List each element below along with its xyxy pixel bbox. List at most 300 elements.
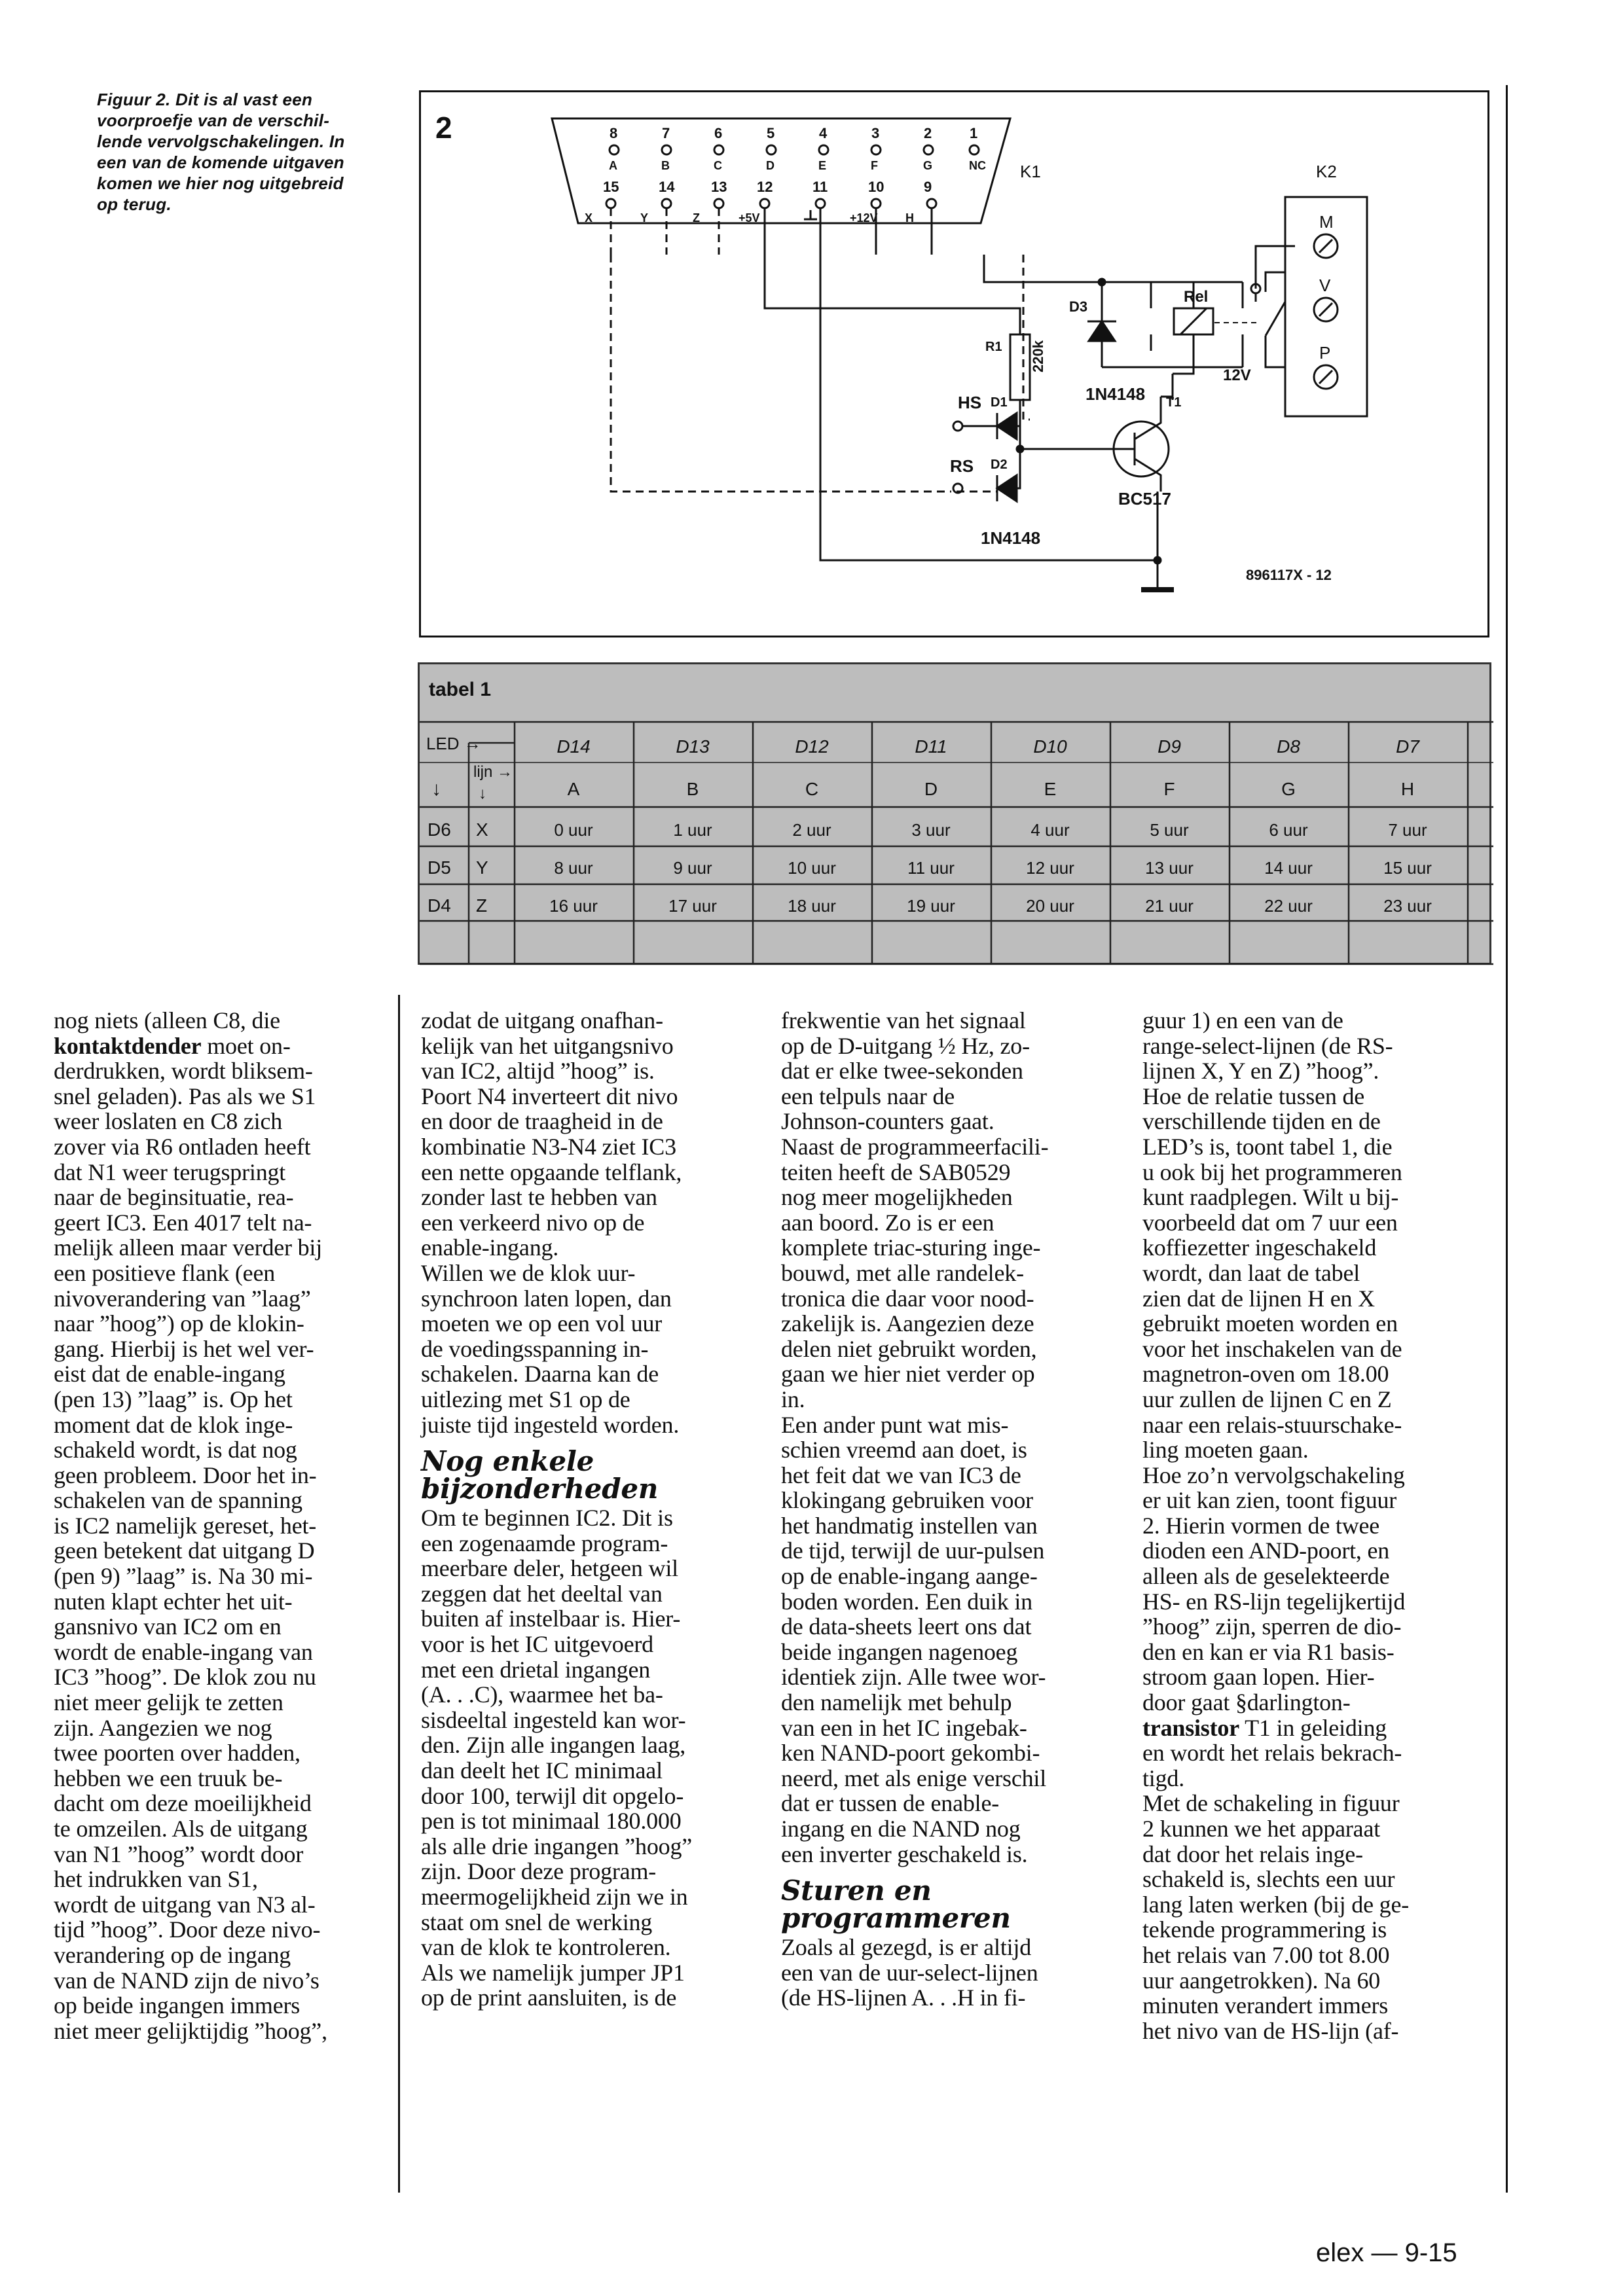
text-line: het relais van 7.00 tot 8.00 (1142, 1941, 1390, 1968)
text-line: Johnson-counters gaat. (781, 1108, 994, 1135)
text-line: moeten we op een vol uur (421, 1310, 663, 1337)
text-line: minuten verandert immers (1142, 1992, 1389, 2019)
text-line: hebben we een truuk be- (54, 1765, 283, 1791)
table-lijn-arrow: ↓ (479, 785, 486, 802)
svg-text:3: 3 (871, 125, 880, 141)
text-line: dat er tussen de enable- (781, 1790, 1000, 1817)
k1-pin-1 (969, 125, 986, 172)
text-line: wordt, dan laat de tabel (1142, 1259, 1360, 1286)
table-col-lijn: A (567, 779, 580, 799)
r1-resistor (1010, 334, 1030, 400)
text-line: gebruikt moeten worden en (1142, 1310, 1398, 1337)
k1-pin-7 (661, 125, 671, 172)
text-line: den namelijk met behulp (781, 1689, 1012, 1716)
table-col-lijn: G (1281, 779, 1296, 799)
text-line: in. (781, 1386, 805, 1412)
text-line: Naast de programmeerfacili- (781, 1133, 1049, 1160)
text-line: een verkeerd nivo op de (421, 1209, 645, 1236)
k1-pin-12 (739, 179, 773, 255)
relay-label: Rel (1184, 288, 1209, 306)
text-line: en door de traagheid in de (421, 1108, 663, 1135)
k1-pin-4 (818, 125, 828, 172)
text-line: een nette opgaande telflank, (421, 1158, 682, 1185)
r1-label: R1 (985, 340, 1002, 354)
svg-text:14: 14 (659, 179, 675, 195)
caption-line: komen we hier nog uitgebreid (97, 173, 344, 193)
text-line: nog niets (alleen C8, die (54, 1007, 280, 1033)
text-line: staat om snel de werking (421, 1909, 653, 1935)
text-line: klokingang gebruiken voor (781, 1487, 1033, 1514)
text-line: kelijk van het uitgangsnivo (421, 1032, 674, 1059)
text-line: naar ”hoog”) op de klokin- (54, 1310, 304, 1337)
column-rule-right (1506, 85, 1508, 2193)
table-row-led: D4 (428, 895, 451, 916)
text-line: voor het inschakelen van de (1142, 1335, 1402, 1362)
text-line: koffiezetter ingeschakeld (1142, 1234, 1377, 1261)
k1-pin-5 (766, 125, 776, 172)
d3-diode (1089, 321, 1115, 341)
table-col-led: D12 (795, 736, 829, 757)
table-col-led: D11 (915, 736, 947, 757)
text-line: twee poorten over hadden, (54, 1740, 301, 1767)
table-title: tabel 1 (429, 679, 492, 700)
svg-text:B: B (661, 159, 670, 172)
svg-text:P: P (1319, 343, 1331, 363)
text-line: teiten heeft de SAB0529 (781, 1158, 1011, 1185)
text-line: zeggen dat het deeltal van (421, 1580, 663, 1607)
caption-line: lende vervolgschakelingen. In (97, 132, 345, 151)
text-line: niet meer gelijk te zetten (54, 1689, 283, 1716)
text-line: zakelijk is. Aangezien deze (781, 1310, 1034, 1337)
section-heading-sturen-en-programmeren: Sturen en programmeren (781, 1874, 1011, 1935)
svg-text:+5V: +5V (739, 211, 760, 224)
table-cell: 6 uur (1269, 820, 1308, 840)
text-line: nuten klapt echter het uit- (54, 1588, 293, 1615)
text-line: van IC2, altijd ”hoog” is. (421, 1058, 655, 1085)
table-cell: 3 uur (911, 820, 951, 840)
t1-type-label: BC517 (1118, 489, 1171, 509)
text-line: op de D-uitgang ½ Hz, zo- (781, 1032, 1030, 1059)
text-line: er uit kan zien, toont figuur (1142, 1487, 1397, 1514)
table-cell: 22 uur (1264, 896, 1313, 916)
svg-text:F: F (871, 159, 878, 172)
table-col-lijn: D (924, 779, 938, 799)
table-col-lijn: E (1044, 779, 1057, 799)
t1-label: T1 (1166, 395, 1182, 410)
table-col-lijn: F (1163, 779, 1175, 799)
svg-text:13: 13 (711, 179, 727, 195)
text-line: buiten af instelbaar is. Hier- (421, 1605, 681, 1632)
table-cell: 5 uur (1150, 820, 1189, 840)
text-column-3 (781, 1008, 1099, 2011)
table-cell: 0 uur (554, 820, 593, 840)
text-line: wordt de uitgang van N3 al- (54, 1891, 316, 1918)
text-line: range-select-lijnen (de RS- (1142, 1032, 1393, 1059)
text-line: dat N1 weer terugspringt (54, 1158, 286, 1185)
table-row-led: D6 (428, 819, 451, 840)
text-line: verandering op de ingang (54, 1941, 291, 1968)
text-line: Een ander punt wat mis- (781, 1411, 1009, 1438)
table-row-led: D5 (428, 857, 451, 878)
text-line: Met de schakeling in figuur (1142, 1790, 1400, 1817)
text-line: beide ingangen nagenoeg (781, 1638, 1018, 1665)
text-line: verschillende tijden en de (1142, 1108, 1381, 1135)
rs-line-x (611, 255, 951, 492)
text-line: een positieve flank (een (54, 1259, 276, 1286)
caption-line: voorproefje van de verschil- (97, 111, 330, 130)
text-line: van N1 ”hoog” wordt door (54, 1840, 304, 1867)
text-line: weer loslaten en C8 zich (54, 1108, 283, 1135)
table-grid (420, 664, 1493, 967)
text-line: tigd. (1142, 1765, 1185, 1791)
svg-text:2: 2 (924, 125, 932, 141)
text-line: het nivo van de HS-lijn (af- (1142, 2017, 1399, 2044)
text-line: dat er elke twee-sekonden (781, 1058, 1023, 1085)
table-led-arrow: ↓ (431, 778, 441, 800)
text-line: (pen 13) ”laag” is. Op het (54, 1386, 293, 1412)
text-line: magnetron-oven om 18.00 (1142, 1361, 1389, 1388)
text-line: Poort N4 inverteert dit nivo (421, 1083, 678, 1109)
text-line: ling moeten gaan. (1142, 1437, 1309, 1463)
text-line: derdrukken, wordt bliksem- (54, 1058, 313, 1085)
text-line: (A. . .C), waarmee het ba- (421, 1681, 663, 1708)
text-line: dat door het relais inge- (1142, 1840, 1363, 1867)
k1-pin-13 (693, 179, 727, 255)
text-line: kombinatie N3-N4 ziet IC3 (421, 1133, 676, 1160)
k2-terminal-p (1314, 343, 1338, 389)
text-line: frekwentie van het signaal (781, 1007, 1026, 1033)
text-line: meermogelijkheid zijn we in (421, 1884, 688, 1910)
table-cell: 1 uur (673, 820, 712, 840)
text-line: ”hoog” zijn, sperren de dio- (1142, 1613, 1402, 1640)
text-line: geert IC3. Een 4017 telt na- (54, 1209, 312, 1236)
relay-voltage-label: 12V (1223, 367, 1251, 384)
text-line: enable-ingang. (421, 1234, 559, 1261)
text-column-4 (1142, 1008, 1460, 2043)
k2-terminal-m (1314, 212, 1338, 258)
schematic-figure (419, 90, 1489, 637)
text-line: zijn. Aangezien we nog (54, 1714, 272, 1741)
text-line: dacht om deze moeilijkheid (54, 1790, 312, 1817)
svg-text:V: V (1319, 276, 1331, 295)
plus12v-line (984, 255, 1151, 367)
text-line: is IC2 namelijk gereset, het- (54, 1512, 317, 1539)
table-cell: 18 uur (788, 896, 836, 916)
table-cell: 11 uur (907, 858, 955, 878)
text-line: Hoe de relatie tussen de (1142, 1083, 1365, 1109)
figure-number: 2 (435, 111, 452, 145)
k1-label: K1 (1020, 162, 1041, 181)
table-cell: 4 uur (1030, 820, 1070, 840)
text-line: meerbare deler, hetgeen wil (421, 1555, 678, 1582)
text-line: een van de uur-select-lijnen (781, 1959, 1038, 1986)
text-line: voorbeeld dat om 7 uur een (1142, 1209, 1398, 1236)
d12-type-label: 1N4148 (981, 528, 1041, 548)
text-line: schakeld wordt, is dat nog (54, 1437, 297, 1463)
text-line: zover via R6 ontladen heeft (54, 1133, 311, 1160)
text-line: dioden een AND-poort, en (1142, 1537, 1390, 1564)
k1-pin-15 (585, 179, 619, 255)
text-line: niet meer gelijktijdig ”hoog”, (54, 2017, 327, 2044)
text-line: (pen 9) ”laag” is. Na 30 mi- (54, 1563, 313, 1590)
text-line: gansnivo van IC2 om en (54, 1613, 282, 1640)
svg-text:M: M (1319, 212, 1334, 232)
text-line: dan deelt het IC minimaal (421, 1757, 663, 1784)
text-line: tronica die daar voor nood- (781, 1285, 1034, 1312)
svg-text:Z: Z (693, 211, 700, 224)
text-line: snel geladen). Pas als we S1 (54, 1083, 316, 1109)
text-line: melijk alleen maar verder bij (54, 1234, 323, 1261)
text-line: op beide ingangen immers (54, 1992, 301, 2019)
figure-caption (97, 89, 405, 215)
text-line: naar de beginsituatie, rea- (54, 1184, 294, 1211)
text-line: tekende programmering is (1142, 1916, 1387, 1943)
text-line: naar een relais-stuurschake- (1142, 1411, 1402, 1438)
svg-text:11: 11 (812, 179, 828, 195)
text-line: ken NAND-poort gekombi- (781, 1740, 1040, 1767)
rs-label: RS (950, 456, 974, 476)
d1-label: D1 (991, 395, 1008, 410)
text-line: van de klok te kontroleren. (421, 1934, 671, 1961)
table-col-led: D14 (556, 736, 591, 757)
table-cell: 7 uur (1388, 820, 1427, 840)
text-line: IC3 ”hoog”. De klok zou nu (54, 1664, 316, 1691)
svg-text:H: H (905, 211, 914, 224)
d1-diode (997, 413, 1017, 439)
text-line: Als we namelijk jumper JP1 (421, 1959, 685, 1986)
k1-pin-9 (905, 179, 936, 255)
k1-connector-outline (552, 118, 1010, 223)
text-line: schien vreemd aan doet, is (781, 1437, 1027, 1463)
text-line: moment dat de klok inge- (54, 1411, 293, 1438)
text-line: neerd, met als enige verschil (781, 1765, 1047, 1791)
svg-text:8: 8 (610, 125, 618, 141)
text-line: op de print aansluiten, is de (421, 1984, 677, 2011)
text-line: den en kan er via R1 basis- (1142, 1638, 1395, 1665)
text-line: eist dat de enable-ingang (54, 1361, 285, 1388)
text-line: den. Zijn alle ingangen laag, (421, 1732, 686, 1759)
text-line: 2 kunnen we het apparaat (1142, 1816, 1381, 1842)
text-line: LED’s is, toont tabel 1, die (1142, 1133, 1393, 1160)
svg-text:7: 7 (662, 125, 670, 141)
text-line: het indrukken van S1, (54, 1866, 258, 1893)
page-footer: elex — 9-15 (1316, 2238, 1457, 2267)
text-line: door gaat §darlington- (1142, 1689, 1351, 1716)
table-cell: 21 uur (1145, 896, 1194, 916)
k2-terminal-v (1314, 276, 1338, 321)
svg-text:12: 12 (757, 179, 773, 195)
text-line: een inverter geschakeld is. (781, 1840, 1028, 1867)
table-cell: 9 uur (673, 858, 712, 878)
text-line: sisdeeltal ingesteld kan wor- (421, 1706, 686, 1733)
k1-pin-8 (609, 125, 619, 172)
text-line: geen betekent dat uitgang D (54, 1537, 315, 1564)
text-line: guur 1) en een van de (1142, 1007, 1343, 1033)
text-line: zien dat de lijnen H en X (1142, 1285, 1375, 1312)
svg-text:10: 10 (868, 179, 884, 195)
text-line: wordt de enable-ingang van (54, 1638, 313, 1665)
text-line: op de enable-ingang aange- (781, 1563, 1038, 1590)
text-line: geen probleem. Door het in- (54, 1462, 317, 1488)
table-cell: 14 uur (1264, 858, 1313, 878)
svg-text:+12V: +12V (850, 211, 878, 224)
text-line: identiek zijn. Alle twee wor- (781, 1664, 1046, 1691)
text-line: aan boord. Zo is er een (781, 1209, 994, 1236)
d3-type-label: 1N4148 (1085, 384, 1146, 404)
k1-pin-10 (850, 179, 884, 255)
text-line: en wordt het relais bekrach- (1142, 1740, 1402, 1767)
text-line: Willen we de klok uur- (421, 1259, 636, 1286)
text-line: 2. Hierin vormen de twee (1142, 1512, 1380, 1539)
k1-pin-3 (871, 125, 881, 172)
text-line: het feit dat we van IC3 de (781, 1462, 1021, 1488)
svg-text:G: G (923, 159, 933, 172)
text-line: (de HS-lijnen A. . .H in fi- (781, 1984, 1026, 2011)
text-line: boden worden. Een duik in (781, 1588, 1032, 1615)
table-cell: 19 uur (907, 896, 955, 916)
text-line: juiste tijd ingesteld worden. (421, 1411, 680, 1438)
text-line: gaan we hier niet verder op (781, 1361, 1035, 1388)
text-line: door 100, terwijl dit opgelo- (421, 1782, 684, 1809)
table-row-lijn: Z (476, 895, 488, 916)
text-line: transistor T1 in geleiding (1142, 1714, 1387, 1741)
relay-switch-contact (1266, 302, 1285, 336)
r1-value: 220k (1030, 340, 1046, 372)
table-lijn-header: lijn → (473, 763, 513, 781)
svg-text:1: 1 (970, 125, 978, 141)
text-line: uur aangetrokken). Na 60 (1142, 1967, 1381, 1994)
text-line: nog meer mogelijkheden (781, 1184, 1013, 1211)
ground-line (820, 255, 1158, 560)
text-line: HS- en RS-lijn tegelijkertijd (1142, 1588, 1406, 1615)
text-line: komplete triac-sturing inge- (781, 1234, 1041, 1261)
text-line: de voedingsspanning in- (421, 1335, 649, 1362)
table-col-led: D8 (1277, 736, 1300, 757)
svg-text:Y: Y (640, 211, 649, 224)
text-line: te omzeilen. Als de uitgang (54, 1816, 308, 1842)
svg-text:4: 4 (819, 125, 828, 141)
table-col-lijn: B (686, 779, 699, 799)
table-cell: 20 uur (1026, 896, 1074, 916)
table-col-led: D9 (1158, 736, 1181, 757)
k1-pin-6 (714, 125, 723, 172)
text-line: kontaktdender moet on- (54, 1032, 291, 1059)
text-line: van de NAND zijn de nivo’s (54, 1967, 319, 1994)
text-line: de data-sheets leert ons dat (781, 1613, 1032, 1640)
text-column-2 (421, 1008, 739, 2011)
table-col-lijn: C (805, 779, 819, 799)
table-cell: 2 uur (792, 820, 831, 840)
schematic-drawing (421, 92, 1491, 639)
svg-text:C: C (714, 159, 722, 172)
svg-text:NC: NC (969, 159, 986, 172)
table-1 (418, 662, 1491, 965)
text-line: als alle drie ingangen ”hoog” (421, 1833, 693, 1859)
svg-text:E: E (818, 159, 827, 172)
text-line: kunt raadplegen. Wilt u bij- (1142, 1184, 1399, 1211)
text-line: een zogenaamde program- (421, 1530, 668, 1556)
text-line: schakeld is, slechts een uur (1142, 1866, 1395, 1893)
text-column-1 (54, 1008, 371, 2043)
k1-pin-2 (923, 125, 933, 172)
text-line: tijd ”hoog”. Door deze nivo- (54, 1916, 321, 1943)
column-rule-left (398, 995, 400, 2193)
text-line: Hoe zo’n vervolgschakeling (1142, 1462, 1405, 1488)
text-line: van een in het IC ingebak- (781, 1714, 1027, 1741)
table-cell: 23 uur (1383, 896, 1432, 916)
text-line: met een drietal ingangen (421, 1656, 651, 1683)
k1-pin-14 (640, 179, 675, 255)
svg-text:5: 5 (767, 125, 775, 141)
table-col-led: D13 (676, 736, 710, 757)
text-line: schakelen. Daarna kan de (421, 1361, 659, 1388)
section-heading-nog-enkele-bijzonderheden: Nog enkele bijzonderheden (421, 1445, 659, 1505)
d2-label: D2 (991, 457, 1008, 472)
text-line: synchroon laten lopen, dan (421, 1285, 672, 1312)
table-row-lijn: Y (476, 857, 488, 878)
svg-text:15: 15 (603, 179, 619, 195)
text-line: uur zullen de lijnen C en Z (1142, 1386, 1392, 1412)
svg-text:X: X (585, 211, 593, 224)
text-line: de tijd, terwijl de uur-pulsen (781, 1537, 1045, 1564)
k2-label: K2 (1316, 162, 1337, 181)
d3-label: D3 (1069, 298, 1088, 315)
svg-text:D: D (766, 159, 775, 172)
svg-text:A: A (609, 159, 617, 172)
text-line: het handmatig instellen van (781, 1512, 1038, 1539)
caption-line: een van de komende uitgaven (97, 152, 344, 172)
text-line: lijnen X, Y en Z) ”hoog”. (1142, 1058, 1379, 1085)
caption-line: op terug. (97, 194, 172, 214)
table-cell: 17 uur (668, 896, 717, 916)
text-line: pen is tot minimaal 180.000 (421, 1808, 682, 1835)
text-line: stroom gaan lopen. Hier- (1142, 1664, 1375, 1691)
text-line: uitlezing met S1 op de (421, 1386, 630, 1412)
table-cell: 8 uur (554, 858, 593, 878)
table-col-lijn: H (1400, 779, 1415, 799)
text-line: voor is het IC uitgevoerd (421, 1631, 653, 1658)
svg-text:6: 6 (714, 125, 723, 141)
table-lines (420, 722, 1493, 964)
figure-code: 896117X - 12 (1246, 567, 1332, 583)
table-row-lijn: X (476, 819, 488, 840)
text-line: delen niet gebruikt worden, (781, 1335, 1037, 1362)
d2-diode (997, 475, 1017, 501)
text-line: zijn. Door deze program- (421, 1858, 657, 1885)
text-line: ingang en die NAND nog (781, 1816, 1021, 1842)
text-line: Zoals al gezegd, is er altijd (781, 1934, 1032, 1961)
text-line: nivoverandering van ”laag” (54, 1285, 311, 1312)
table-cell: 15 uur (1383, 858, 1432, 878)
text-line: bouwd, met alle randelek- (781, 1259, 1024, 1286)
text-line: gang. Hierbij is het wel ver- (54, 1335, 314, 1362)
k1-pin-11 (804, 179, 828, 255)
table-led-header: LED → (426, 734, 481, 753)
caption-line: Figuur 2. Dit is al vast een (97, 90, 313, 109)
table-col-led: D7 (1396, 736, 1419, 757)
table-cell: 10 uur (788, 858, 836, 878)
text-line: zonder last te hebben van (421, 1184, 657, 1211)
table-cell: 12 uur (1026, 858, 1074, 878)
table-cell: 16 uur (549, 896, 598, 916)
hs-label: HS (958, 393, 982, 412)
text-line: Om te beginnen IC2. Dit is (421, 1505, 673, 1532)
text-line: een telpuls naar de (781, 1083, 955, 1109)
text-line: zodat de uitgang onafhan- (421, 1007, 663, 1033)
text-line: alleen als de geselekteerde (1142, 1563, 1390, 1590)
text-line: schakelen van de spanning (54, 1487, 302, 1514)
text-line: lang laten werken (bij de ge- (1142, 1891, 1410, 1918)
